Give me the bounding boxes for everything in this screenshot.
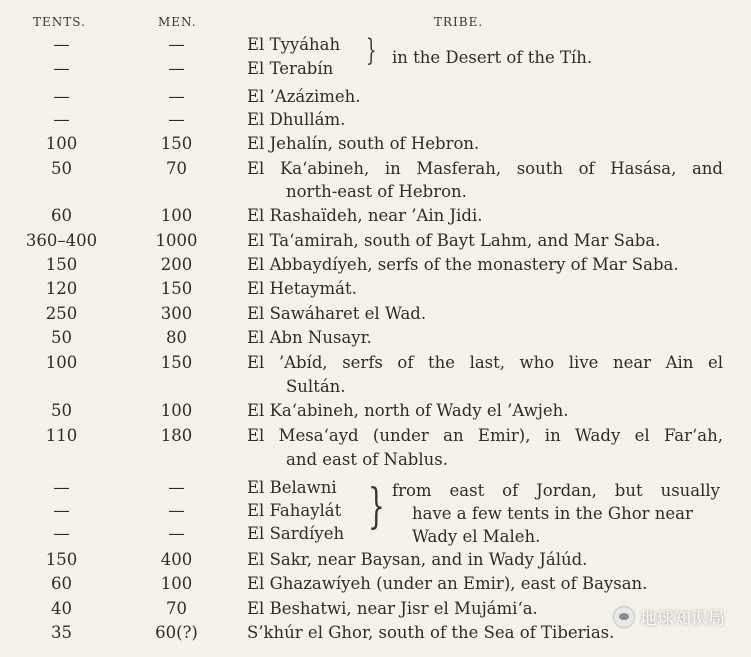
tents-cell: — <box>53 110 70 129</box>
tribe-cell: El Sardíyeh <box>247 524 345 543</box>
tents-cell: 35 <box>51 623 72 642</box>
tribe-cell: El ’Abíd, serfs of the last, who live near Ain el <box>247 353 723 372</box>
tents-cell: 50 <box>51 159 72 178</box>
tents-cell: — <box>53 501 70 520</box>
men-cell: 100 <box>160 401 193 420</box>
jordan-note-line-1: from east of Jordan, but usually <box>392 481 720 500</box>
tribe-cell: El Abbaydíyeh, serfs of the monastery of Mar Saba. <box>247 255 679 274</box>
tribe-cell: El Abn Nusayr. <box>247 328 372 347</box>
table-row <box>0 109 751 133</box>
table-row <box>0 303 751 327</box>
header-tribe: TRIBE. <box>434 15 484 29</box>
desert-note: in the Desert of the Tíh. <box>392 48 593 67</box>
tribe-cell: El Sakr, near Baysan, and in Wady Jálúd. <box>247 550 588 569</box>
tribe-cell: El Ka‘abineh, in Masferah, south of Hasása, and <box>247 159 723 178</box>
table-row <box>0 549 751 573</box>
tribe-cell: El Jehalín, south of Hebron. <box>247 134 480 153</box>
tents-cell: 50 <box>51 401 72 420</box>
tribe-cell: El Dhullám. <box>247 110 346 129</box>
tribe-cell: El Beshatwi, near Jisr el Mujámi‘a. <box>247 599 538 618</box>
men-cell: — <box>168 59 185 78</box>
table-row-continuation <box>0 181 751 205</box>
table-row <box>0 86 751 110</box>
men-cell: 150 <box>160 353 193 372</box>
tribe-cell: El Fahaylát <box>247 501 342 520</box>
table-row-continuation <box>0 376 751 400</box>
men-cell: 150 <box>160 279 193 298</box>
table-row <box>0 254 751 278</box>
table-row <box>0 573 751 597</box>
men-cell: 70 <box>166 599 187 618</box>
tribe-cell-continuation: Sultán. <box>286 377 346 396</box>
tribe-cell: El ’Azázimeh. <box>247 87 361 106</box>
men-cell: — <box>168 110 185 129</box>
wechat-icon <box>614 607 634 627</box>
men-cell: 60(?) <box>155 623 198 642</box>
men-cell: — <box>168 35 185 54</box>
table-row <box>0 158 751 182</box>
men-cell: — <box>168 501 185 520</box>
men-cell: 180 <box>160 426 193 445</box>
table-row <box>0 230 751 254</box>
tents-cell: 100 <box>45 134 78 153</box>
tribe-cell: El Ta‘amirah, south of Bayt Lahm, and Mar Saba. <box>247 231 661 250</box>
jordan-note-line-3: Wady el Maleh. <box>412 527 541 546</box>
tents-cell: 60 <box>51 206 72 225</box>
men-cell: 80 <box>166 328 187 347</box>
tents-cell: — <box>53 87 70 106</box>
tents-cell: — <box>53 35 70 54</box>
tents-cell: 60 <box>51 574 72 593</box>
tribe-cell: El Sawáharet el Wad. <box>247 304 427 323</box>
tribe-cell: El Hetaymát. <box>247 279 357 298</box>
tents-cell: 110 <box>45 426 78 445</box>
table-row-continuation <box>0 449 751 473</box>
men-cell: — <box>168 478 185 497</box>
men-cell: 300 <box>160 304 193 323</box>
tribe-cell-continuation: and east of Nablus. <box>286 450 448 469</box>
tribe-cell: El Ka‘abineh, north of Wady el ’Awjeh. <box>247 401 569 420</box>
table-row <box>0 352 751 376</box>
tribe-cell: El Terabín <box>247 59 334 78</box>
men-cell: 70 <box>166 159 187 178</box>
watermark-text: 地球知识局 <box>640 609 725 629</box>
tents-cell: 50 <box>51 328 72 347</box>
men-cell: 100 <box>160 206 193 225</box>
men-cell: 400 <box>160 550 193 569</box>
brace-left: } <box>366 33 377 68</box>
header-tents: TENTS. <box>33 15 86 29</box>
tents-cell: — <box>53 478 70 497</box>
men-cell: 200 <box>160 255 193 274</box>
tents-cell: 120 <box>45 279 78 298</box>
tents-cell: 40 <box>51 599 72 618</box>
men-cell: 150 <box>160 134 193 153</box>
men-cell: 1000 <box>155 231 198 250</box>
table-row <box>0 205 751 229</box>
tribe-cell: El Tyyáhah <box>247 35 341 54</box>
table-row <box>0 278 751 302</box>
jordan-note-line-2: have a few tents in the Ghor near <box>412 504 693 523</box>
header-men: MEN. <box>158 15 197 29</box>
tents-cell: 150 <box>45 550 78 569</box>
men-cell: — <box>168 87 185 106</box>
tribe-cell-continuation: north-east of Hebron. <box>286 182 467 201</box>
tents-cell: 250 <box>45 304 78 323</box>
tribe-cell: El Rashaïdeh, near ’Ain Jidi. <box>247 206 483 225</box>
tents-cell: 150 <box>45 255 78 274</box>
table-row <box>0 133 751 157</box>
tents-cell: — <box>53 524 70 543</box>
tribe-cell: El Belawni <box>247 478 337 497</box>
tribe-cell: El Ghazawíyeh (under an Emir), east of Baysan. <box>247 574 648 593</box>
tribe-cell: El Mesa‘ayd (under an Emir), in Wady el Far‘ah, <box>247 426 723 445</box>
watermark <box>614 604 725 629</box>
table-row <box>0 400 751 424</box>
tents-cell: 100 <box>45 353 78 372</box>
table-row <box>0 425 751 449</box>
tents-cell: 360–400 <box>25 231 98 250</box>
tribe-cell: S’khúr el Ghor, south of the Sea of Tiberias. <box>247 623 615 642</box>
table-row <box>0 327 751 351</box>
men-cell: 100 <box>160 574 193 593</box>
men-cell: — <box>168 524 185 543</box>
brace-left: } <box>368 478 385 534</box>
tents-cell: — <box>53 59 70 78</box>
